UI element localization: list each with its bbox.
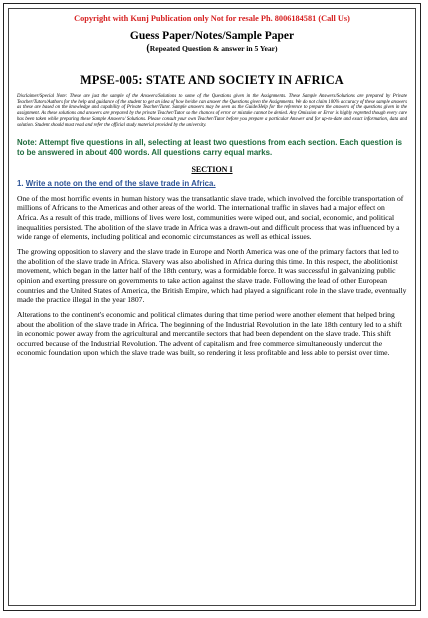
page-border xyxy=(8,8,416,606)
answer-paragraph-2: The growing opposition to slavery and the slave trade in Europe and North America was one of the primary factors that led to the abolition of the slave trade in Africa. Slavery was also abolished in Africa during this time. In this respect, the abolitionist movement, which began in the latter half of the 18th century, was a formidable force. It was successful in galvanizing public opinion and exerting pressure on governments to take action against the slave trade. Following the lead of other European countries and the United States of America, the British Empire, which had played a significant role in the slave trade, eventually made the practice illegal in the year 1807. xyxy=(17,246,407,305)
answer-paragraph-1: One of the most horrific events in human history was the transatlantic slave trade, which involved the forcible transportation of millions of Africans to the Americas and other areas of the world. The international traffic in slaves had a major effect on Africa. As a result of this trade, millions of lives were lost, communities were wiped out, and social, economic, and political inequalities persisted. The abolition of the slave trade in Africa was a drawn-out and difficult process that was influenced by a wide range of elements, including political and economic circumstances as well as ethical issues. xyxy=(17,193,404,242)
section-heading: SECTION I xyxy=(191,164,233,174)
guess-paper-title: Guess Paper/Notes/Sample Paper xyxy=(129,30,295,42)
watermark-logo xyxy=(309,439,416,519)
document-page xyxy=(3,3,421,611)
exam-note: Note: Attempt five questions in all, selecting at least two questions from each section. Each question is to be answered in about 400 words. All questions carry equal marks. xyxy=(17,138,402,157)
question-number: 1. xyxy=(17,178,26,188)
disclaimer-text: Disclaimer/Special Note: These are just the sample of the Answers/Solutions to some of the Questions given in the Assignments. These Sample Answers/Solutions are prepared by Private Teacher/Tutors/Authors for the help and guidance of the student to get an idea of how he/she can answer the Questions given the Assignments. We do not claim 100% accuracy of these sample answers as these are based on the knowledge and capability of Private Teacher/Tutor. Sample answers may be seen as the Guide/Help for the reference to prepare the answers of the questions given in the assignment. As these solutions and answers are prepared by the private Teacher/Tutor so the chances of error or mistake cannot be denied. Any Omission or Error is highly regretted though every care has been taken while preparing these Sample Answers/ Solutions. Please consult your own Teacher/Tutor before you prepare a particular Answer and for up-to-date and exact information, data and solution. Student should must read and refer the official study material provided by the university. xyxy=(17,94,407,128)
course-title: MPSE-005: STATE AND SOCIETY IN AFRICA xyxy=(80,73,344,87)
question-1 xyxy=(17,179,407,188)
copyright-line: Copyright with Kunj Publication only Not for resale Ph. 8006184581 (Call Us) xyxy=(74,14,350,23)
guess-paper-subtitle-text: Repeated Question & answer in 5 Year xyxy=(149,44,276,53)
answer-paragraph-3: Alterations to the continent's economic and political climates during that time period were another element that helped bring about the abolition of the slave trade in Africa. The beginning of the Industrial Revolution in the late 18th century led to a shift in economic power away from the agricultural and mercantile sectors that had been dependent on the slave trade. This shift occurred because of the Industrial Revolution. The advent of capitalism and free commerce simultaneously undercut the economic foundation upon which the slave trade was built, so rendering it less profitable and less able to persist over time. xyxy=(17,309,402,358)
guess-paper-subtitle: (Repeated Question & answer in 5 Year) xyxy=(146,43,278,54)
question-text: Write a note on the end of the slave trade in Africa. xyxy=(25,178,216,188)
